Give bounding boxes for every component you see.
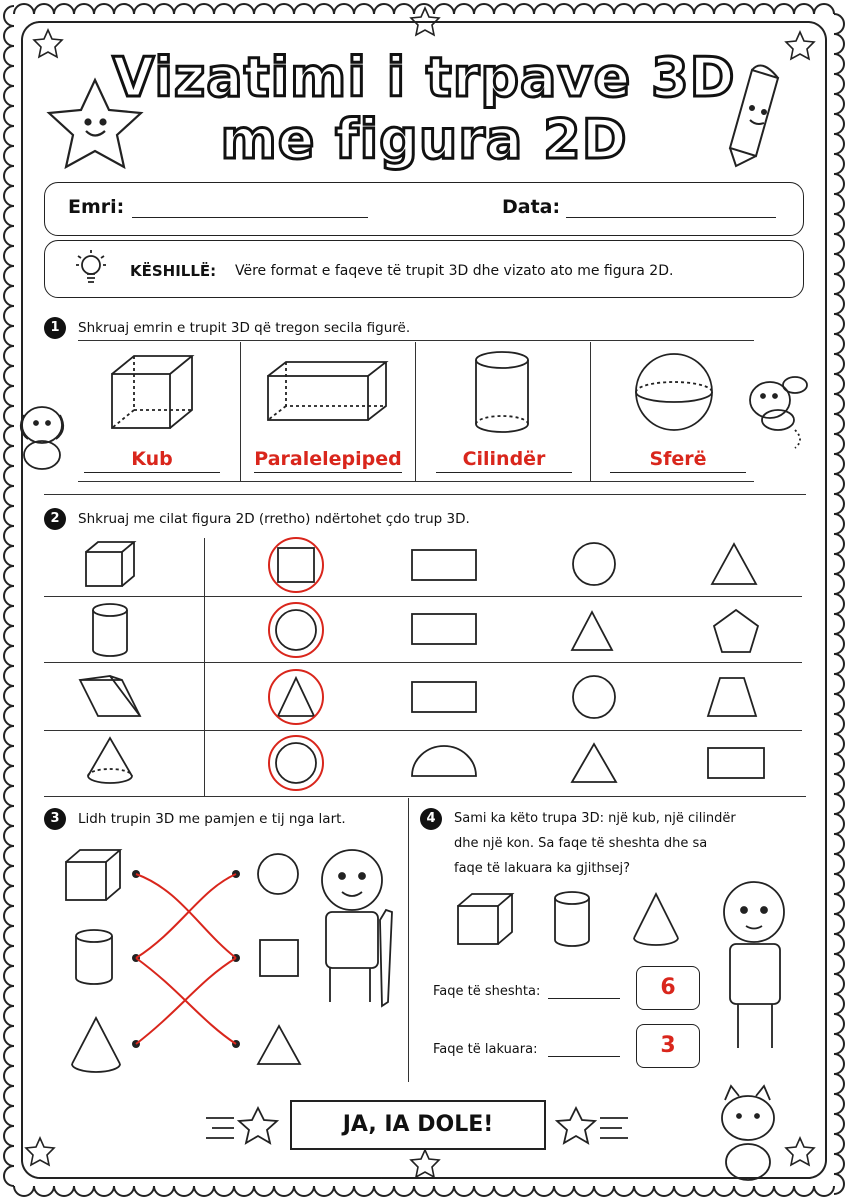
question-1-number: 1 [44, 317, 66, 339]
success-banner: JA, IA DOLE! [290, 1100, 546, 1150]
curved-faces-answer[interactable]: 3 [636, 1024, 700, 1068]
star-icon [239, 1108, 277, 1143]
answer-sphere[interactable]: Sferë [610, 448, 746, 473]
question-4-number: 4 [420, 808, 442, 830]
question-3-text: Lidh trupin 3D me pamjen e tij nga lart. [78, 811, 346, 827]
name-label: Emri: [68, 196, 125, 218]
flat-faces-answer[interactable]: 6 [636, 966, 700, 1010]
question-3-number: 3 [44, 808, 66, 830]
answer-cube[interactable]: Kub [84, 448, 220, 473]
question-2-number: 2 [44, 508, 66, 530]
date-label: Data: [502, 196, 561, 218]
tip-label: KËSHILLË: [130, 262, 217, 280]
answer-cylinder[interactable]: Cilindër [436, 448, 572, 473]
page-title-line1: Vizatimi i trpave 3D [112, 46, 736, 109]
question-4-text-line1: Sami ka këto trupa 3D: një kub, një cilindër [454, 811, 736, 826]
question-4-text-line3: faqe të lakuara ka gjithsej? [454, 861, 631, 876]
tip-text: Vëre format e faqeve të trupit 3D dhe vizato ato me figura 2D. [235, 263, 674, 279]
question-2-text: Shkruaj me cilat figura 2D (rretho) ndërtohet çdo trup 3D. [78, 511, 470, 527]
page-title-line2: me figura 2D [220, 108, 628, 171]
question-1-text: Shkruaj emrin e trupit 3D që tregon secila figurë. [78, 320, 411, 336]
flat-faces-label: Faqe të sheshta: [433, 984, 541, 999]
star-icon [557, 1108, 595, 1143]
curved-faces-label: Faqe të lakuara: [433, 1042, 538, 1057]
answer-cuboid[interactable]: Paralelepiped [254, 448, 402, 473]
question-4-text-line2: dhe një kon. Sa faqe të sheshta dhe sa [454, 836, 708, 851]
